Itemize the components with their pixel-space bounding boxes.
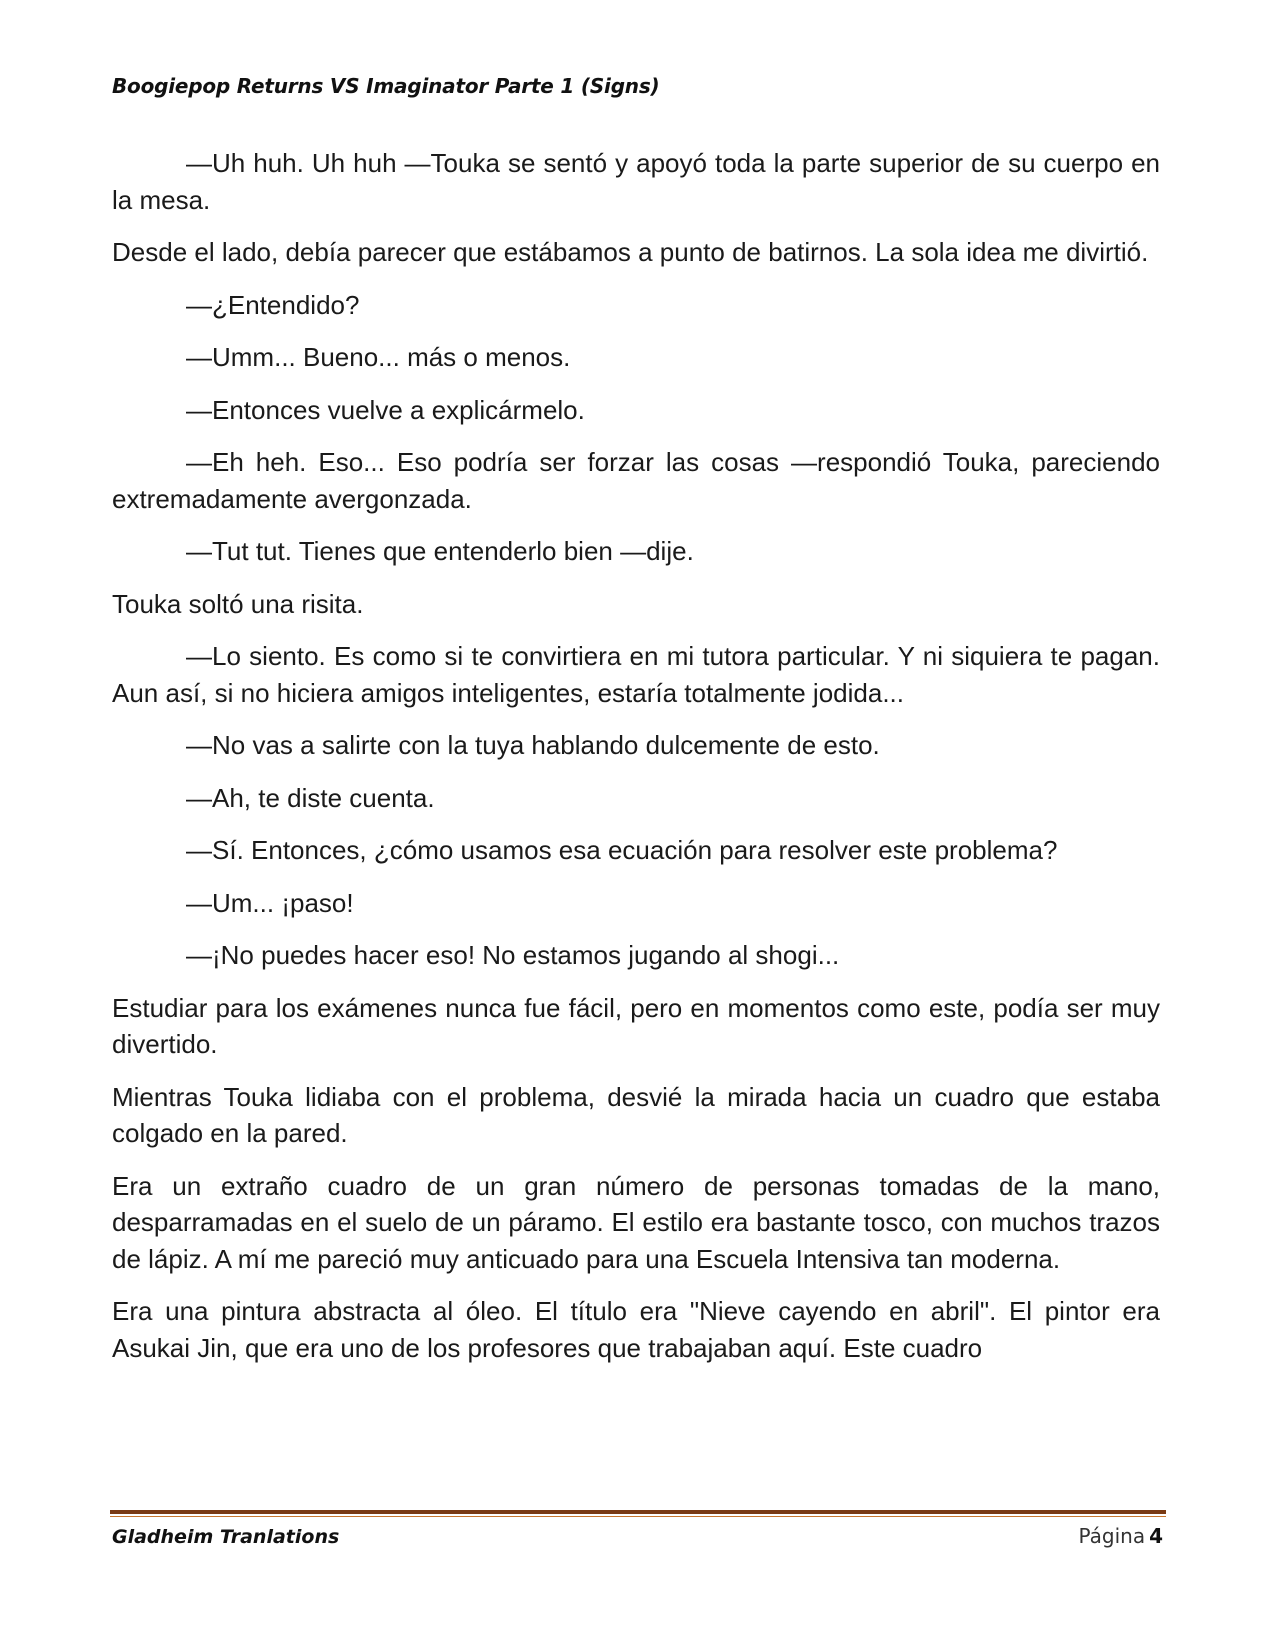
- paragraph: —Uh huh. Uh huh —Touka se sentó y apoyó toda la parte superior de su cuerpo en la mesa.: [112, 148, 1160, 215]
- paragraph: —No vas a salirte con la tuya hablando dulcemente de esto.: [186, 730, 880, 760]
- paragraph: Mientras Touka lidiaba con el problema, desvié la mirada hacia un cuadro que estaba colgado en la pared.: [112, 1081, 1160, 1148]
- paragraph: —Ah, te diste cuenta.: [186, 782, 435, 813]
- paragraph: Era una pintura abstracta al óleo. El título era "Nieve cayendo en abril". El pintor era Asukai Jin, que era uno de los profesores que trabajaban aquí. Este cuadro: [112, 1296, 1160, 1363]
- paragraph: —Entonces vuelve a explicármelo.: [186, 394, 585, 425]
- paragraph: Desde el lado, debía parecer que estábamos a punto de batirnos. La sola idea me divirtió.: [112, 237, 1149, 267]
- paragraph: —Eh heh. Eso... Eso podría ser forzar las cosas —respondió Touka, pareciendo extremadamente avergonzada.: [112, 447, 1160, 514]
- paragraph: —Sí. Entonces, ¿cómo usamos esa ecuación para resolver este problema?: [186, 835, 1058, 865]
- footer-rule-thick: [110, 1510, 1166, 1514]
- page-label: Página: [1078, 1524, 1146, 1548]
- page-number-value: 4: [1149, 1524, 1163, 1548]
- paragraph: —Lo siento. Es como si te convirtiera en mi tutora particular. Y ni siquiera te pagan. Aun así, si no hiciera amigos inteligentes, estaría totalmente jodida...: [112, 641, 1160, 708]
- body-text: [112, 145, 1160, 1382]
- paragraph: —Um... ¡paso!: [186, 887, 354, 918]
- paragraph: Touka soltó una risita.: [112, 588, 364, 619]
- footer-credit: Gladheim Tranlations: [112, 1526, 340, 1548]
- paragraph: Era un extraño cuadro de un gran número de personas tomadas de la mano, desparramadas en el suelo de un páramo. El estilo era bastante tosco, con muchos trazos de lápiz. A mí me pareció muy anticuado para una Escuela Intensiva tan moderna.: [112, 1170, 1160, 1274]
- footer-rule: [110, 1510, 1166, 1518]
- paragraph: Estudiar para los exámenes nunca fue fácil, pero en momentos como este, podía ser muy divertido.: [112, 992, 1160, 1059]
- paragraph: —Umm... Bueno... más o menos.: [186, 342, 571, 372]
- paragraph: —¿Entendido?: [186, 289, 360, 320]
- paragraph: —¡No puedes hacer eso! No estamos jugando al shogi...: [186, 940, 840, 970]
- page-number: [1078, 1524, 1163, 1548]
- running-header: Boogiepop Returns VS Imaginator Parte 1 (Signs): [112, 74, 660, 98]
- footer-rule-thin: [110, 1516, 1166, 1517]
- paragraph: —Tut tut. Tienes que entenderlo bien —dije.: [186, 536, 694, 566]
